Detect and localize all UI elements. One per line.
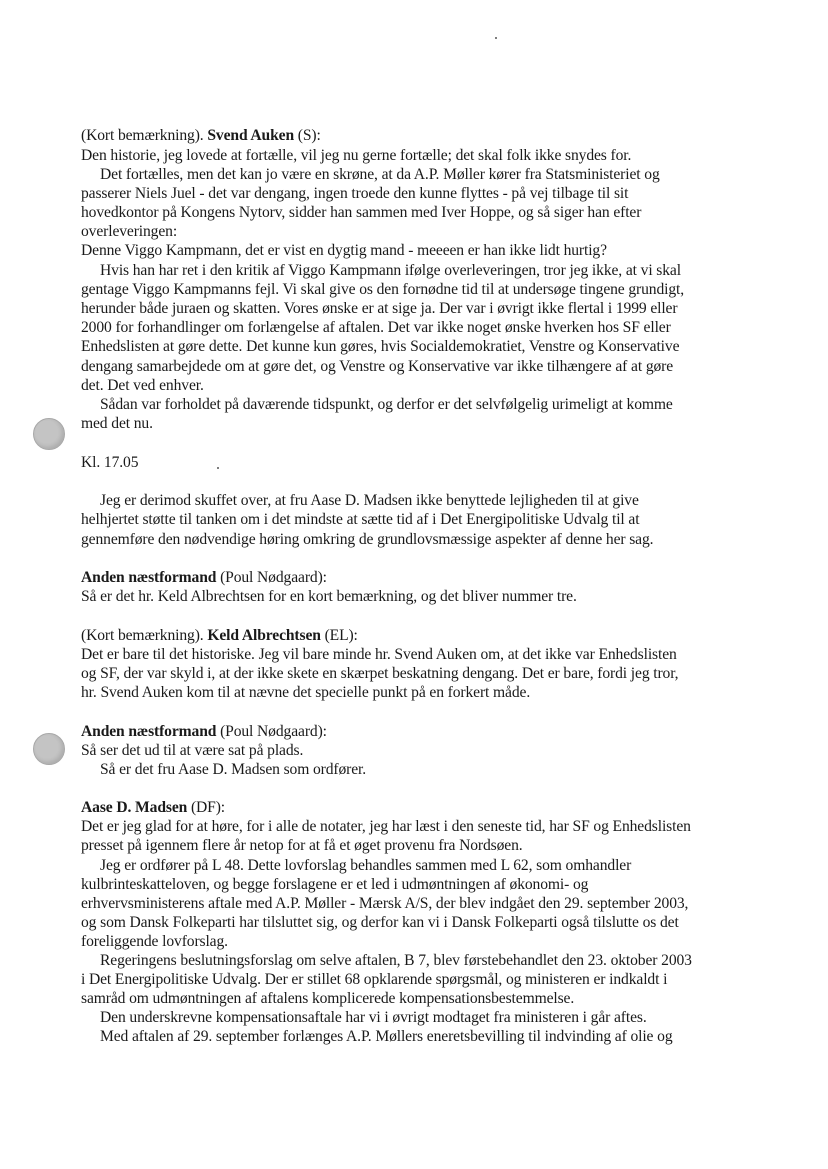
- speaker-party: (S):: [294, 127, 321, 144]
- remark-prefix: (Kort bemærkning).: [81, 627, 208, 644]
- text-line: gennemføre den nødvendige høring omkring de grundlovsmæssige aspekter af denne her sag.: [81, 531, 654, 548]
- text-line: Jeg er derimod skuffet over, at fru Aase D. Madsen ikke benyttede lejligheden til at give: [100, 492, 639, 509]
- text-line: samråd om udmøntningen af aftalens komplicerede kompensationsbestemmelse.: [81, 990, 575, 1007]
- text-line: Med aftalen af 29. september forlænges A.P. Møllers eneretsbevilling til indvinding af olie og: [100, 1028, 673, 1045]
- text-line: kulbrinteskatteloven, og begge forslagene er et led i udmøntningen af økonomi- og: [81, 876, 589, 893]
- text-line: og som Dansk Folkeparti har tilsluttet sig, og derfor kan vi i Dansk Folkeparti også tilslutte os det: [81, 914, 679, 931]
- remark-prefix: (Kort bemærkning).: [81, 127, 208, 144]
- text-line: overleveringen:: [81, 223, 178, 240]
- text-line: Sådan var forholdet på daværende tidspunkt, og derfor er det selvfølgelig urimeligt at komme: [100, 396, 673, 413]
- text-line: Enhedslisten at gøre dette. Det kunne kun gøres, hvis Socialdemokratiet, Venstre og Konservative: [81, 338, 680, 355]
- text-line: dengang samarbejdede om at gøre det, og Venstre og Konservative var ikke tilhængere af at gøre: [81, 358, 674, 375]
- text-line: foreliggende lovforslag.: [81, 933, 228, 950]
- text-line: Det er jeg glad for at høre, for i alle de notater, jeg har læst i den seneste tid, har SF og Enhedslisten: [81, 818, 691, 835]
- text-line: Så er det fru Aase D. Madsen som ordfører.: [100, 761, 367, 778]
- speaker-name: Svend Auken: [207, 127, 295, 144]
- text-line: erhvervsministerens aftale med A.P. Møller - Mærsk A/S, der blev indgået den 29. september 2003,: [81, 895, 689, 912]
- text-line: presset på igennem flere år netop for at få et øget provenu fra Nordsøen.: [81, 837, 523, 854]
- speaker-party: (Poul Nødgaard):: [216, 723, 327, 740]
- text-line: gentage Viggo Kampmanns fejl. Vi skal give os den fornødne tid til at undersøge tingene grundigt,: [81, 281, 685, 298]
- speaker-name: Anden næstformand: [81, 723, 217, 740]
- scan-speck: [495, 37, 497, 39]
- text-line: Denne Viggo Kampmann, det er vist en dygtig mand - meeeen er han ikke lidt hurtig?: [81, 242, 607, 259]
- text-line: det. Det ved enhver.: [81, 377, 204, 394]
- text-line: passerer Niels Juel - det var dengang, ingen troede den kunne flyttes - på vej tilbage til sit: [81, 185, 629, 202]
- text-line: med det nu.: [81, 415, 153, 432]
- speaker-name: Aase D. Madsen: [81, 799, 188, 816]
- text-line: i Det Energipolitiske Udvalg. Der er stillet 68 opklarende spørgsmål, og ministeren er indkaldt i: [81, 971, 668, 988]
- text-line: Hvis han har ret i den kritik af Viggo Kampmann ifølge overleveringen, tror jeg ikke, at vi skal: [100, 262, 681, 279]
- text-line: Regeringens beslutningsforslag om selve aftalen, B 7, blev førstebehandlet den 23. oktober 2003: [100, 952, 692, 969]
- speaker-line: [81, 126, 761, 145]
- text-line: Den underskrevne kompensationsaftale har vi i øvrigt modtaget fra ministeren i går aftes.: [100, 1009, 647, 1026]
- speaker-line: [81, 626, 761, 645]
- text-line: helhjertet støtte til tanken om i det mindste at sætte tid af i Det Energipolitiske Udvalg til at: [81, 511, 640, 528]
- text-line: Så ser det ud til at være sat på plads.: [81, 742, 304, 759]
- text-line: herunder både juraen og skatten. Vores ønske er at sige ja. Der var i øvrigt ikke flertal i 1999 eller: [81, 300, 678, 317]
- timestamp: Kl. 17.05: [81, 454, 139, 471]
- text-line: Så er det hr. Keld Albrechtsen for en kort bemærkning, og det bliver nummer tre.: [81, 588, 577, 605]
- speaker-party: (Poul Nødgaard):: [216, 569, 327, 586]
- speaker-line: [81, 722, 761, 741]
- text-line: og SF, der var skyld i, at der ikke skete en skærpet beskatning dengang. Det er bare, fordi jeg tror,: [81, 665, 679, 682]
- text-line: Den historie, jeg lovede at fortælle, vil jeg nu gerne fortælle; det skal folk ikke snydes for.: [81, 147, 632, 164]
- speaker-name: Anden næstformand: [81, 569, 217, 586]
- speaker-party: (EL):: [320, 627, 358, 644]
- speaker-name: Keld Albrechtsen: [207, 627, 321, 644]
- speaker-line: [81, 798, 761, 817]
- speaker-party: (DF):: [187, 799, 226, 816]
- binder-hole: [33, 418, 65, 450]
- text-line: Det fortælles, men det kan jo være en skrøne, at da A.P. Møller kører fra Statsministeriet og: [100, 166, 660, 183]
- text-line: hovedkontor på Kongens Nytorv, sidder han sammen med Iver Hoppe, og så siger han efter: [81, 204, 642, 221]
- text-line: Det er bare til det historiske. Jeg vil bare minde hr. Svend Auken om, at det ikke var Enhedslisten: [81, 646, 677, 663]
- text-line: hr. Svend Auken kom til at nævne det specielle punkt på en forkert måde.: [81, 684, 531, 701]
- text-line: 2000 for forhandlinger om forlængelse af aftalen. Det var ikke noget ønske hverken hos SF eller: [81, 319, 671, 336]
- text-line: Jeg er ordfører på L 48. Dette lovforslag behandles sammen med L 62, som omhandler: [100, 857, 632, 874]
- speaker-line: [81, 568, 761, 587]
- binder-hole: [33, 733, 65, 765]
